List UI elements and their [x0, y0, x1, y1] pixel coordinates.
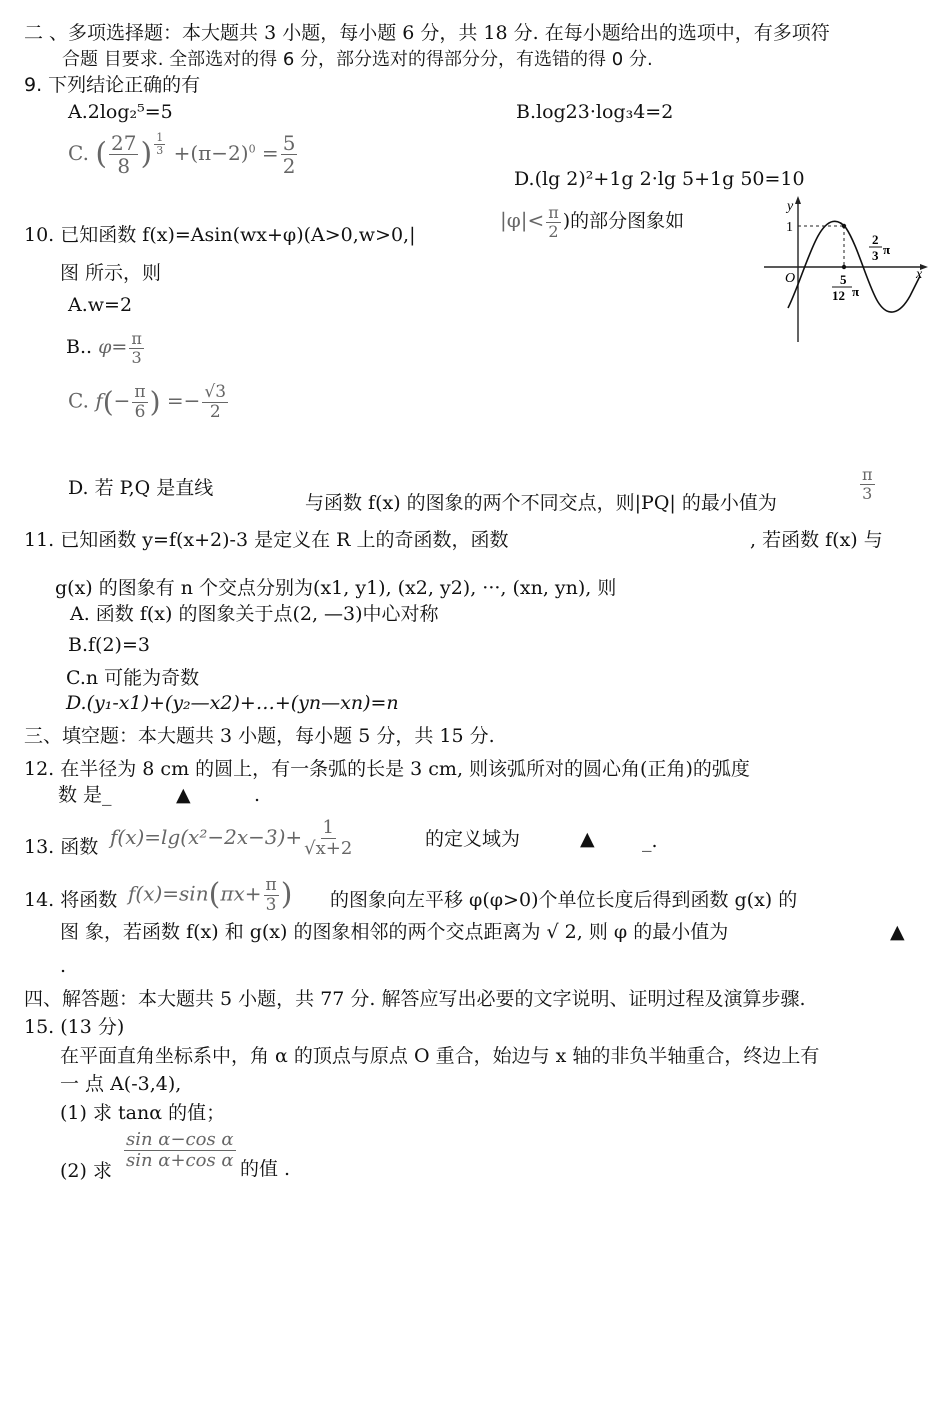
section-3-title: 三、填空题：本大题共 3 小题，每小题 5 分，共 15 分. — [24, 725, 495, 747]
q10-d-den: 3 — [862, 483, 873, 503]
q11-option-d: D.(y₁-x1)+(y₂—x2)+…+(yn—xn)=n — [66, 692, 399, 714]
graph-x2-pi: π — [883, 242, 891, 257]
q10-sine-graph — [760, 196, 930, 344]
q14-answer-blank: ▲ — [890, 921, 905, 943]
q10-d-answer — [858, 466, 877, 502]
q9-c-res-den: 2 — [282, 154, 296, 178]
q10-phi-condition — [500, 204, 684, 240]
q10-b-den: 3 — [131, 347, 142, 367]
graph-x2-num: 2 — [872, 232, 879, 247]
q13-den: √x+2 — [304, 837, 353, 859]
q10-phi-num: π — [548, 203, 559, 222]
graph-x1-den: 12 — [832, 288, 845, 303]
q12-stem-cont: 数 是_ — [58, 784, 112, 806]
q12-answer-blank: ▲ — [176, 784, 191, 806]
q14-label: 14. 将函数 — [24, 889, 118, 911]
graph-x-label: x — [916, 267, 923, 282]
q9-c-base-den: 8 — [117, 154, 131, 178]
q14-stem-cont: 图 象，若函数 f(x) 和 g(x) 的图象相邻的两个交点距离为 √ 2, 则 φ 的最小值为 — [60, 921, 729, 943]
q9-option-a: A.2log₂⁵=5 — [68, 101, 173, 123]
q12-end: . — [254, 784, 261, 806]
q14-in-num: π — [265, 875, 277, 895]
q15-stem: 在平面直角坐标系中，角 α 的顶点与原点 O 重合，始边与 x 轴的非负半轴重合，终边上有 — [60, 1045, 820, 1067]
graph-x2-den: 3 — [872, 248, 879, 263]
q15-p2-num: sin α−cos α — [126, 1129, 234, 1150]
q9-option-b: B.log23·log₃4=2 — [516, 101, 674, 123]
graph-x1-pi: π — [852, 284, 860, 299]
q9-c-base-num: 27 — [111, 131, 137, 155]
q10-option-c: C. f(− $\frac{\pi}{6}$ ) =− $\frac{√3}{2}$ — [68, 382, 227, 422]
q9-c-label: C. — [68, 141, 89, 165]
q15-stem-cont: 一 点 A(-3,4), — [60, 1073, 182, 1095]
q9-c-exp-den: 3 — [156, 144, 164, 158]
graph-one-label: 1 — [786, 220, 793, 235]
graph-y-arrow-icon — [795, 196, 801, 204]
q10-c-res-num: √3 — [204, 382, 227, 402]
q15-part-2-label: (2) 求 — [60, 1160, 112, 1182]
q13-label: 13. 函数 — [24, 836, 99, 858]
q9-c-exp-num: 1 — [156, 131, 164, 144]
section-2-title: 二 、多项选择题：本大题共 3 小题，每小题 6 分，共 18 分. 在每小题给出的选项中，有多项符 — [24, 22, 830, 44]
q9-c-zero: 0 — [248, 142, 256, 156]
q11-option-c: C.n 可能为奇数 — [66, 667, 200, 689]
q10-c-f: f — [95, 388, 103, 413]
graph-x1-num: 5 — [840, 272, 847, 287]
q14-dot: . — [60, 955, 67, 977]
q10-c-arg-num: π — [134, 382, 146, 402]
q14-in-den: 3 — [265, 894, 277, 915]
q13-answer-blank: ▲ — [580, 828, 595, 850]
q15-part-2-end: 的值 . — [240, 1158, 291, 1180]
graph-y-label: y — [787, 199, 794, 214]
q13-rest: 的定义域为 — [425, 828, 521, 850]
graph-peak-point — [842, 224, 846, 228]
q14-rest: 的图象向左平移 φ(φ>0)个单位长度后得到函数 g(x) 的 — [330, 889, 798, 911]
graph-origin-label: O — [785, 271, 796, 286]
q14-expr: f(x)=sin — [128, 881, 209, 906]
q10-option-a: A.w=2 — [68, 294, 133, 316]
q12-stem: 12. 在半径为 8 cm 的圆上，有一条弧的长是 3 cm, 则该弧所对的圆心角(正角)的弧度 — [24, 758, 750, 780]
q10-option-b — [66, 330, 146, 366]
q14-inner: πx+ — [220, 881, 262, 906]
q10-b-phi: φ= — [98, 336, 128, 359]
q13-function — [110, 818, 354, 859]
section-2-title-cont: 合题 目要求. 全部选对的得 6 分，部分选对的得部分分，有选错的得 0 分. — [62, 49, 653, 70]
section-4-title: 四、解答题：本大题共 5 小题，共 77 分. 解答应写出必要的文字说明、证明过程及演算步骤. — [24, 988, 806, 1010]
q9-c-res-num: 5 — [282, 131, 296, 155]
q10-option-d-cont: 与函数 f(x) 的图象的两个不同交点，则|PQ| 的最小值为 — [305, 492, 777, 514]
q10-b-num: π — [131, 329, 142, 348]
q15-label: 15. (13 分) — [24, 1016, 125, 1038]
q10-stem-cont: 图 所示，则 — [60, 262, 162, 284]
q9-c-eq: = — [261, 141, 279, 165]
q10-c-eq: =− — [166, 388, 201, 413]
q10-phi-den: 2 — [548, 221, 559, 241]
q13-end: _. — [642, 830, 658, 852]
q14-function: f(x)=sin(πx+ $\frac{\pi}{3}$ ) — [128, 875, 293, 915]
q10-d-num: π — [862, 465, 873, 484]
q11-option-a: A. 函数 f(x) 的图象关于点(2, —3)中心对称 — [70, 603, 439, 625]
q15-p2-den: sin α+cos α — [126, 1149, 234, 1171]
q11-stem-end: , 若函数 f(x) 与 — [750, 529, 883, 551]
q13-num: 1 — [322, 817, 334, 838]
q9-option-d: D.(lg 2)²+1g 2·lg 5+1g 50=10 — [514, 168, 805, 190]
q10-c-label: C. — [68, 388, 89, 413]
q11-option-b: B.f(2)=3 — [68, 634, 150, 656]
q10-c-res-den: 2 — [209, 401, 221, 422]
q9-c-mid: +(π−2) — [173, 141, 249, 165]
q11-stem: 11. 已知函数 y=f(x+2)-3 是定义在 R 上的奇函数，函数 — [24, 529, 509, 551]
q10-c-arg-den: 6 — [134, 401, 146, 422]
graph-x-point — [842, 265, 846, 269]
q15-part-2-fraction — [122, 1130, 238, 1171]
q10-stem-end: )的部分图象如 — [562, 210, 685, 233]
q11-stem-cont: g(x) 的图象有 n 个交点分别为(x1, y1), (x2, y2), ···, (xn, yn), 则 — [55, 577, 617, 599]
q10-option-d: D. 若 P,Q 是直线 — [68, 477, 214, 499]
q10-b-label: B.. — [66, 336, 93, 359]
q13-expr: f(x)=lg(x²−2x−3)+ — [110, 824, 303, 849]
q9-stem: 9. 下列结论正确的有 — [24, 74, 201, 96]
q15-part-1: (1) 求 tanα 的值； — [60, 1102, 226, 1124]
q10-phi: |φ|< — [500, 208, 545, 233]
q10-stem: 10. 已知函数 f(x)=Asin(wx+φ)(A>0,w>0,| — [24, 224, 416, 246]
q9-option-c: C. ( $\frac{27}{8}$ ) $\frac{1}{3}$ $+(\pi-2)^0$ = $\frac{5}{2}$ — [68, 131, 296, 178]
